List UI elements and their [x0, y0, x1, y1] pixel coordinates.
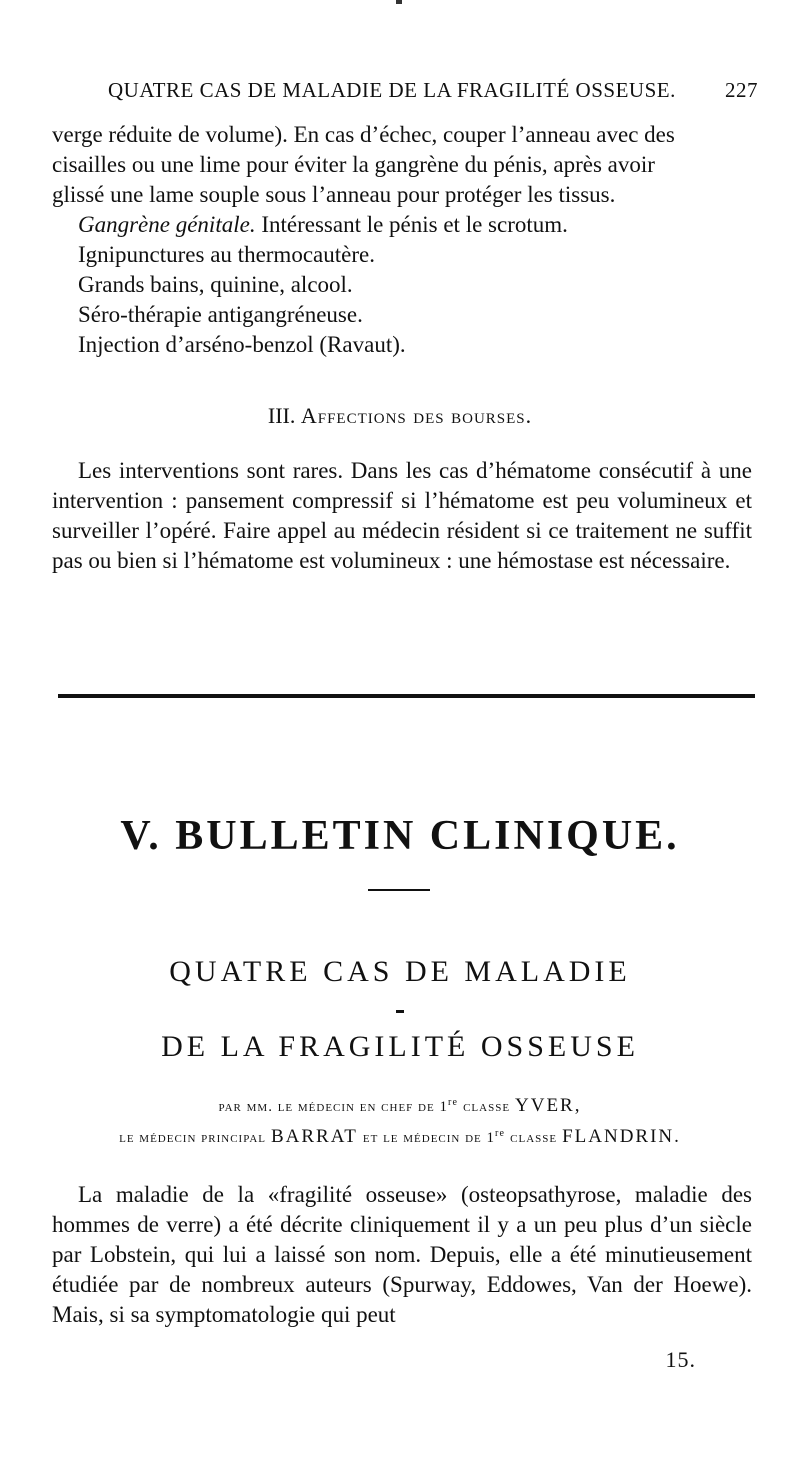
author-name: FLANDRIN. [562, 1126, 681, 1147]
author-name: BARRAT [270, 1126, 358, 1147]
running-title: QUATRE CAS DE MALADIE DE LA FRAGILITÉ OSSEUSE. [108, 78, 676, 102]
scan-mark [396, 0, 402, 4]
section-paragraph-block [52, 456, 752, 576]
byline-sup: re [495, 1128, 506, 1139]
byline-middle: et le médecin de 1 [362, 1130, 496, 1146]
signature-mark: 15. [665, 1347, 696, 1372]
section-number: III. [267, 403, 296, 428]
author-name: YVER, [515, 1095, 582, 1116]
section-heading [0, 403, 800, 429]
section-title: Affections des bourses. [300, 403, 533, 428]
bulletin-title: V. BULLETIN CLINIQUE. [120, 813, 680, 859]
title-dash [396, 1010, 404, 1013]
horizontal-rule [58, 694, 755, 698]
gangrene-label: Gangrène génitale. [78, 212, 256, 237]
article-title-line-1: QUATRE CAS DE MALADIE [169, 955, 631, 988]
byline-sup: re [447, 1097, 459, 1108]
text-line: verge réduite de volume). En cas d’échec, couper l’anneau avec des [52, 122, 675, 147]
article-intro-paragraph: La maladie de la «fragilité osseuse» (osteopsathyrose, maladie des hommes de verre) a été décrite cliniquement il y a un peu plus d’un siècle par Lobstein, qui lui a laissé son nom. Depuis, elle a été minutieusement étudiée par de nombreux auteurs (Spurway, Eddowes, Van der Hoewe). Mais, si sa symptomatologie qui peut [52, 1182, 752, 1327]
gangrene-line [52, 210, 752, 240]
short-divider [368, 889, 430, 891]
byline-class: classe [510, 1130, 558, 1146]
byline-prefix: le médecin principal [119, 1130, 266, 1146]
text-line: glissé une lame souple sous l’anneau pour protéger les tissus. [52, 182, 616, 207]
gangrene-text: Intéressant le pénis et le scrotum. [261, 212, 568, 237]
article-intro-block [52, 1180, 752, 1330]
section-paragraph: Les interventions sont rares. Dans les cas d’hématome consécutif à une intervention : pansement compressif si l’hématome est peu volumineux et surveiller l’opéré. Faire appel au médecin résident si ce traitement ne suffit pas ou bien si l’hématome est volumineux : une hémostase est nécessaire. [52, 458, 752, 573]
treatment-item: Séro-thérapie antigangréneuse. [78, 302, 363, 327]
article-title-line-2: DE LA FRAGILITÉ OSSEUSE [161, 1030, 639, 1063]
byline-line-1 [0, 1095, 800, 1117]
page-number: 227 [725, 78, 758, 102]
continued-text-block [52, 120, 752, 360]
byline-prefix: par mm. le médecin en chef de 1 [218, 1099, 448, 1115]
treatment-item: Injection d’arséno-benzol (Ravaut). [78, 332, 406, 357]
text-line: cisailles ou une lime pour éviter la gangrène du pénis, après avoir [52, 152, 655, 177]
byline-class: classe [463, 1099, 511, 1115]
byline-line-2 [0, 1126, 800, 1148]
treatment-item: Ignipunctures au thermocautère. [78, 242, 375, 267]
running-header [108, 78, 758, 103]
treatment-item: Grands bains, quinine, alcool. [78, 272, 353, 297]
